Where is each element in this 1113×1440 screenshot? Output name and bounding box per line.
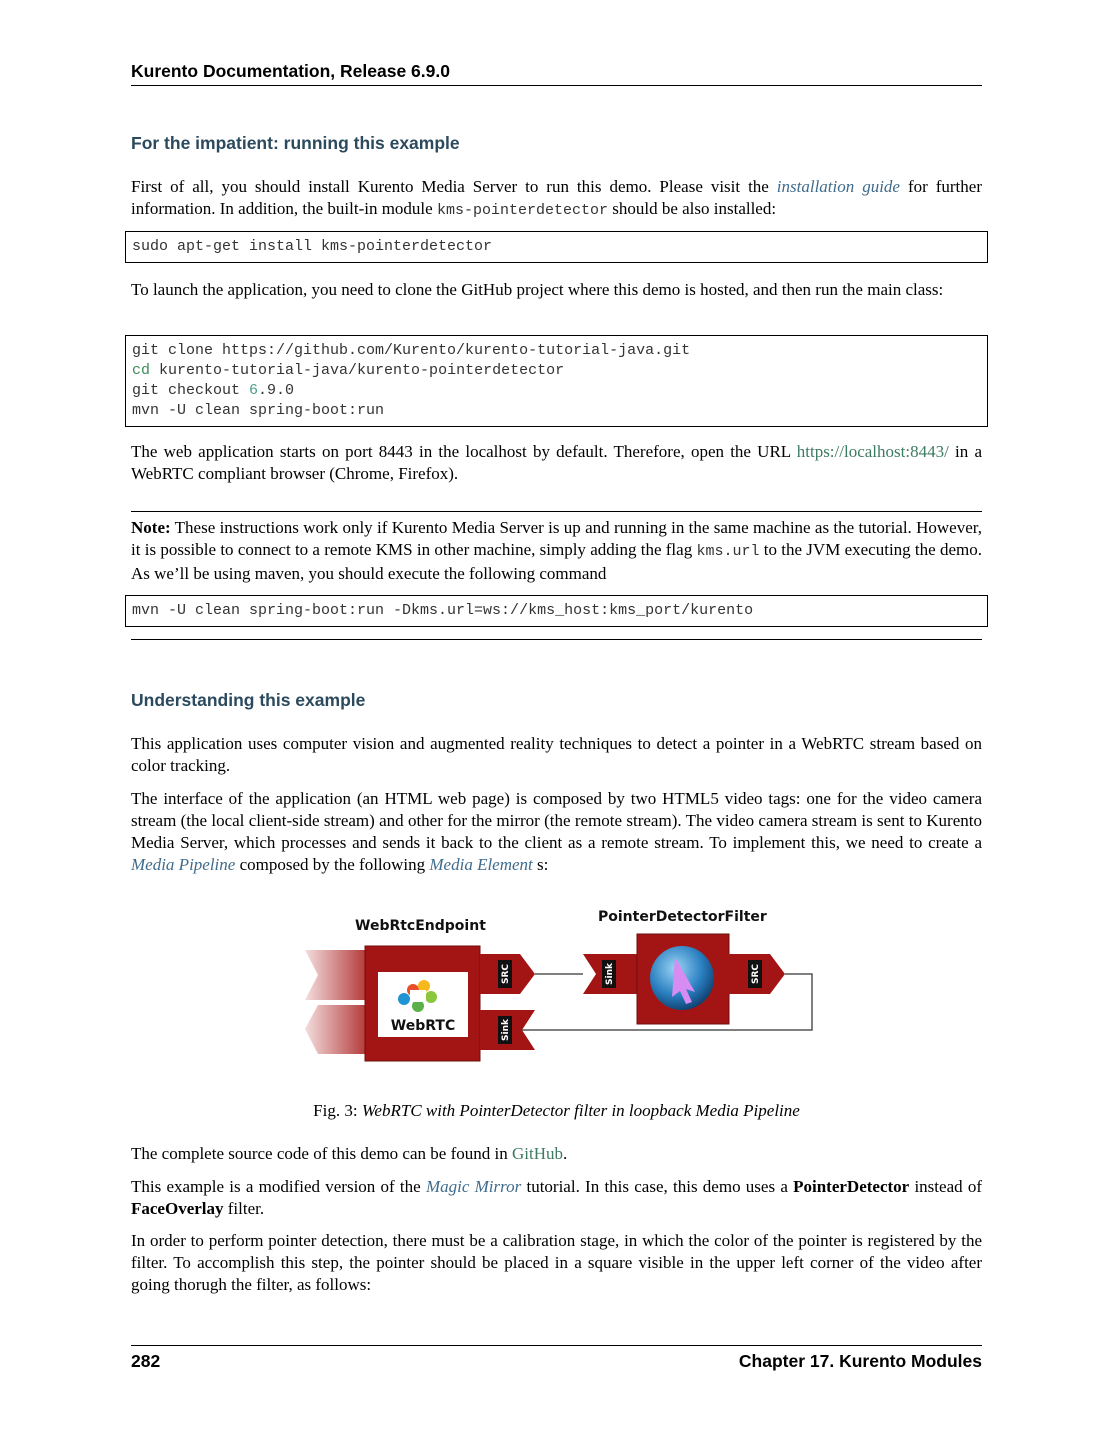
text: First of all, you should install Kurento Media Server to run this demo. Please visit the — [131, 177, 777, 196]
note-label: Note: — [131, 518, 171, 537]
section-heading-impatient: For the impatient: running this example — [131, 133, 460, 153]
bold-term: FaceOverlay — [131, 1199, 224, 1218]
text: The web application starts on port 8443 in the localhost by default. Therefore, open the URL — [131, 442, 797, 461]
note-paragraph — [131, 517, 982, 585]
incoming-stream-arrow — [305, 950, 370, 1000]
section-heading-understanding: Understanding this example — [131, 690, 366, 710]
webrtc-logo-icon — [425, 991, 437, 1003]
code-line: git clone https://github.com/Kurento/kurento-tutorial-java.git — [132, 342, 691, 359]
paragraph-overview: This application uses computer vision and augmented reality techniques to detect a pointer in a WebRTC stream based on color tracking. — [131, 734, 982, 775]
endpoint-sink-label: Sink — [501, 1019, 511, 1041]
text: composed by the following — [235, 855, 430, 874]
github-link[interactable]: GitHub — [511, 1144, 563, 1163]
webrtc-logo-icon — [398, 993, 410, 1005]
page-footer — [131, 1345, 982, 1372]
code-line: kurento-tutorial-java/kurento-pointerdetector — [150, 362, 565, 379]
media-pipeline-link[interactable]: Media Pipeline — [131, 855, 236, 874]
text: instead of — [909, 1177, 983, 1196]
caption-prefix: Fig. 3: — [313, 1101, 362, 1120]
caption-text: WebRTC with PointerDetector filter in loopback Media Pipeline — [361, 1101, 800, 1120]
pipeline-figure — [300, 902, 820, 1067]
outgoing-stream-arrow — [305, 1005, 370, 1054]
text: should be also installed: — [607, 199, 777, 218]
text: The interface of the application (an HTML web page) is composed by two HTML5 video tags: one for the video camera stream (the local client-side stream) and other for the mirror (the remote stream). The video camera stream is sent to Kurento Media Server, which processes and sends it back to the client as a remote stream. To implement this, we need to create a — [131, 789, 982, 852]
paragraph-install — [131, 176, 982, 222]
text: filter. — [223, 1199, 265, 1218]
localhost-link[interactable]: https://localhost:8443/ — [796, 442, 949, 461]
code-keyword: cd — [132, 362, 151, 379]
installation-guide-link[interactable]: installation guide — [776, 177, 900, 196]
text: . — [562, 1144, 568, 1163]
note-bottom-rule — [131, 639, 982, 640]
code-line: .9.0 — [258, 382, 295, 399]
pipeline-diagram — [300, 902, 820, 1067]
running-header: Kurento Documentation, Release 6.9.0 — [131, 60, 982, 86]
pointer-detector-filter-label: PointerDetectorFilter — [598, 909, 767, 925]
text: to the JVM executing the demo. As we’ll be using maven, you should execute the following command — [131, 540, 982, 583]
page-number: 282 — [131, 1351, 161, 1371]
figure-caption — [131, 1100, 982, 1122]
paragraph-launch: To launch the application, you need to clone the GitHub project where this demo is hosted, and then run the main class: — [131, 280, 944, 299]
inline-code: kms.url — [696, 543, 760, 560]
webrtc-logo-text: WebRTC — [390, 1018, 456, 1034]
bold-term: PointerDetector — [793, 1177, 910, 1196]
webrtc-endpoint-label: WebRtcEndpoint — [355, 918, 486, 934]
paragraph-url — [131, 441, 982, 485]
inline-code: kms-pointerdetector — [436, 202, 608, 219]
text: tutorial. In this case, this demo uses a — [521, 1177, 794, 1196]
magic-mirror-link[interactable]: Magic Mirror — [425, 1177, 522, 1196]
paragraph-source — [131, 1143, 982, 1165]
media-element-link[interactable]: Media Element — [429, 855, 533, 874]
text: in a WebRTC compliant browser (Chrome, Firefox). — [131, 442, 982, 483]
text: s: — [532, 855, 549, 874]
note-top-rule — [131, 511, 982, 512]
code-block-remote-kms: mvn -U clean spring-boot:run -Dkms.url=ws://kms_host:kms_port/kurento — [125, 595, 988, 627]
filter-src-label: SRC — [751, 963, 761, 985]
code-line: mvn -U clean spring-boot:run — [132, 402, 385, 419]
code-number: 6 — [249, 382, 259, 399]
filter-sink-label: Sink — [605, 963, 615, 985]
paragraph-modified — [131, 1176, 982, 1220]
paragraph-calibration: In order to perform pointer detection, there must be a calibration stage, in which the color of the pointer is registered by the filter. To accomplish this step, the pointer should be placed in a square visible in the upper left corner of the video after going thorugh the filter, as follows: — [131, 1231, 982, 1294]
text: This example is a modified version of the — [131, 1177, 426, 1196]
webrtc-logo-icon — [410, 990, 426, 1002]
chapter-title: Chapter 17. Kurento Modules — [738, 1351, 982, 1371]
text: for further information. In addition, the built-in module — [131, 177, 982, 218]
endpoint-src-label: SRC — [501, 963, 511, 985]
code-block-install: sudo apt-get install kms-pointerdetector — [125, 231, 988, 263]
text: The complete source code of this demo can be found in — [131, 1144, 512, 1163]
text: These instructions work only if Kurento Media Server is up and running in the same machine as the tutorial. However, it is possible to connect to a remote KMS in other machine, simply adding the flag — [131, 518, 982, 559]
paragraph-interface — [131, 788, 982, 876]
code-block-clone — [125, 335, 988, 427]
code-line: git checkout — [132, 382, 250, 399]
